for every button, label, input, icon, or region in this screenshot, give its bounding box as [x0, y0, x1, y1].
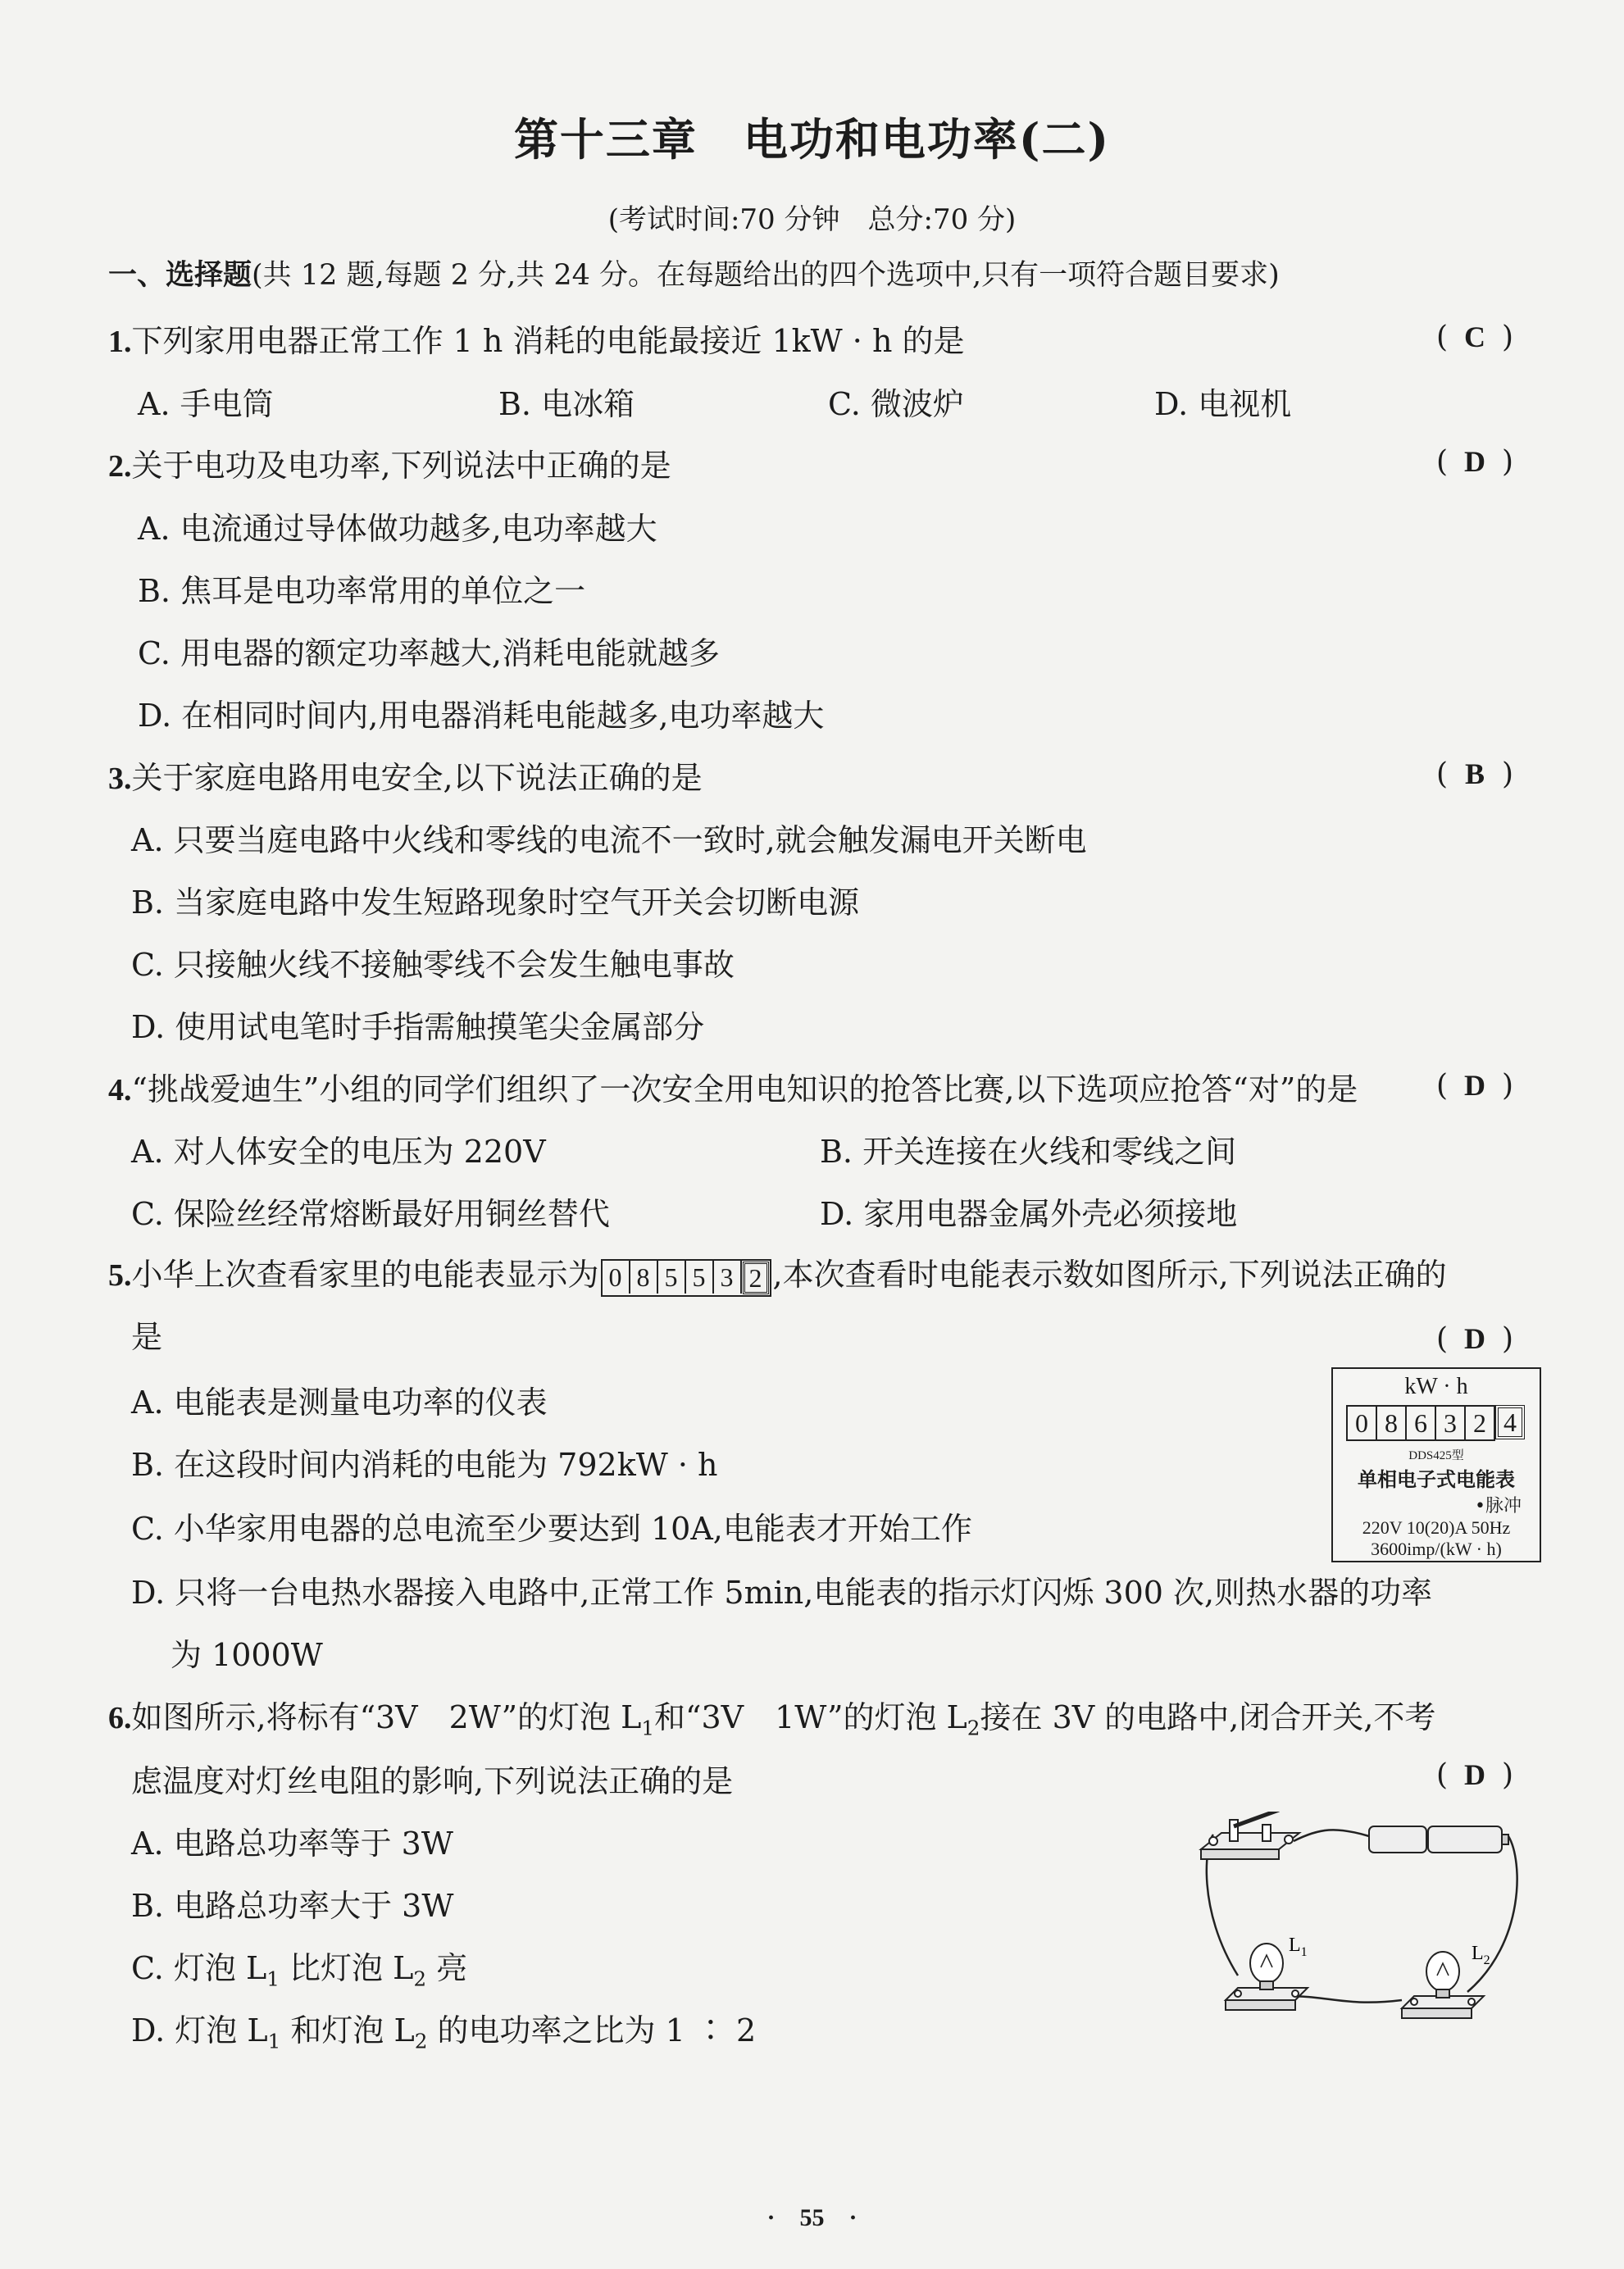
question-6-answer [1436, 1757, 1535, 1792]
answer-letter: C [1464, 321, 1486, 353]
battery [1369, 1826, 1508, 1853]
meter-name: 单相电子式电能表 [1358, 1468, 1515, 1491]
wire [1294, 1830, 1369, 1841]
option-cont: 为 1000W [171, 1637, 323, 1673]
paren-close: ) [1502, 1322, 1514, 1356]
subscript: 2 [967, 1716, 980, 1740]
option: B. 电路总功率大于 3W [131, 1888, 454, 1924]
digit: 5 [658, 1261, 686, 1294]
question-text: 接在 3V 的电路中,闭合开关,不考 [980, 1699, 1436, 1735]
question-3-stem [108, 753, 703, 798]
question-text: 关于家庭电路用电安全,以下说法正确的是 [131, 760, 703, 796]
question-1-stem [108, 316, 965, 361]
answer-letter: D [1464, 445, 1486, 478]
question-text: “挑战爱迪生”小组的同学们组织了一次安全用电知识的抢答比赛,以下选项应抢答“对”的是 [131, 1071, 1358, 1107]
option: A. 手电筒 [138, 386, 274, 422]
option: D. 在相同时间内,用电器消耗电能越多,电功率越大 [138, 698, 825, 734]
option: D. 只将一台电热水器接入电路中,正常工作 5min,电能表的指示灯闪烁 300 次,则热水器的功率 [131, 1575, 1433, 1611]
option: C. 微波炉 [828, 386, 964, 422]
option: B. 电冰箱 [498, 386, 635, 422]
answer-letter: D [1464, 1758, 1486, 1791]
question-text: 如图所示,将标有“3V 2W”的灯泡 L [131, 1699, 642, 1735]
digit: 5 [686, 1261, 714, 1294]
question-6-stem [108, 1692, 1435, 1740]
subscript: 2 [414, 2029, 428, 2053]
meter-pulse: •脉冲 [1475, 1496, 1522, 1516]
question-number: 5. [108, 1258, 132, 1293]
option-text: 的电功率之比为 1 ∶ 2 [437, 2012, 757, 2048]
circuit-figure [1197, 1812, 1525, 2041]
paren-close: ) [1502, 445, 1514, 479]
question-text: 和“3V 1W”的灯泡 L [654, 1699, 967, 1735]
paren-close: ) [1502, 1758, 1514, 1792]
answer-letter: D [1464, 1069, 1486, 1102]
digit: 3 [714, 1261, 742, 1294]
paren-close: ) [1502, 321, 1514, 354]
meter-spec: 220V 10(20)A 50Hz [1362, 1517, 1511, 1538]
option: C. 小华家用电器的总电流至少要达到 10A,电能表才开始工作 [131, 1511, 972, 1547]
question-text: ,本次查看时电能表示数如图所示,下列说法正确的 [772, 1257, 1447, 1293]
lamp-l2-label [1472, 1943, 1490, 1967]
digit: 6 [1405, 1405, 1436, 1441]
question-number: 4. [108, 1073, 132, 1107]
question-number: 1. [108, 325, 132, 359]
question-4-stem [108, 1064, 1358, 1109]
paren-open: ( [1436, 757, 1449, 791]
subscript: 1 [266, 1967, 280, 1991]
paren-open: ( [1436, 321, 1449, 354]
question-number: 3. [108, 762, 132, 796]
page-number: · 55 · [767, 2204, 857, 2231]
option: A. 对人体安全的电压为 220V [131, 1134, 546, 1170]
option: A. 电路总功率等于 3W [131, 1826, 453, 1862]
digit: 0 [1346, 1405, 1377, 1441]
answer-letter: D [1464, 1322, 1486, 1355]
paren-open: ( [1436, 1758, 1449, 1792]
question-3-answer [1436, 757, 1535, 791]
question-text: 小华上次查看家里的电能表显示为 [131, 1257, 599, 1293]
paren-open: ( [1436, 1322, 1449, 1356]
question-2-answer [1436, 444, 1535, 479]
subscript: 1 [641, 1716, 655, 1740]
wire [1467, 1836, 1517, 1992]
question-text: 下列家用电器正常工作 1 h 消耗的电能最接近 1kW · h 的是 [131, 323, 965, 359]
digit: 8 [630, 1261, 658, 1294]
option: C. 用电器的额定功率越大,消耗电能就越多 [138, 635, 720, 671]
digit: 0 [603, 1261, 630, 1294]
paren-close: ) [1502, 1069, 1514, 1103]
question-6-stem-cont: 虑温度对灯丝电阻的影响,下列说法正确的是 [131, 1763, 734, 1799]
section-description: (共 12 题,每题 2 分,共 24 分。在每题给出的四个选项中,只有一项符合题目要求) [252, 259, 1280, 292]
digit: 2 [743, 1262, 769, 1294]
question-1-answer [1436, 320, 1535, 354]
option: B. 开关连接在火线和零线之间 [820, 1134, 1237, 1170]
option-text: D. 灯泡 L [131, 2012, 268, 2048]
digit: 8 [1376, 1405, 1407, 1441]
option: C. 只接触火线不接触零线不会发生触电事故 [131, 947, 735, 983]
option: B. 焦耳是电功率常用的单位之一 [138, 573, 586, 609]
energy-meter-figure [1331, 1367, 1541, 1562]
question-5-stem [108, 1249, 1447, 1297]
subscript: 2 [413, 1967, 427, 1991]
lamp-l1-label [1289, 1935, 1308, 1959]
option: B. 在这段时间内消耗的电能为 792kW · h [131, 1447, 718, 1483]
option-text: 比灯泡 L [289, 1950, 414, 1986]
question-5-answer [1436, 1321, 1535, 1356]
option [131, 1943, 467, 1991]
decimal-digit: 4 [1495, 1405, 1525, 1439]
question-5-stem-cont: 是 [131, 1319, 163, 1355]
label-subscript: 1 [1300, 1945, 1308, 1959]
section-label: 一、选择题 [108, 258, 252, 292]
option: A. 电流通过导体做功越多,电功率越大 [138, 511, 657, 547]
digit: 3 [1435, 1405, 1466, 1441]
option: C. 保险丝经常熔断最好用铜丝替代 [131, 1196, 610, 1232]
option [131, 2005, 756, 2053]
label-letter: L [1472, 1943, 1484, 1964]
page-title: 第十三章 电功和电功率(二) [513, 113, 1111, 166]
option: A. 只要当庭电路中火线和零线的电流不一致时,就会触发漏电开关断电 [131, 822, 1087, 858]
option-text: 和灯泡 L [290, 2012, 415, 2048]
label-letter: L [1289, 1935, 1301, 1956]
subscript: 1 [267, 2029, 281, 2053]
paren-open: ( [1436, 445, 1449, 479]
exam-info: (考试时间:70 分钟 总分:70 分) [607, 203, 1017, 236]
option: D. 电视机 [1154, 386, 1292, 422]
option: D. 使用试电笔时手指需触摸笔尖金属部分 [131, 1009, 705, 1045]
digit: 2 [1464, 1405, 1495, 1441]
question-text: 关于电功及电功率,下列说法中正确的是 [131, 448, 671, 484]
question-number: 6. [108, 1701, 132, 1735]
previous-meter-reading [601, 1259, 771, 1297]
meter-constant: 3600imp/(kW · h) [1371, 1539, 1502, 1559]
meter-reading [1333, 1405, 1540, 1441]
option: A. 电能表是测量电功率的仪表 [131, 1385, 548, 1421]
meter-unit: kW · h [1404, 1374, 1468, 1399]
section-heading [108, 252, 1280, 293]
paren-open: ( [1436, 1069, 1449, 1103]
paren-close: ) [1502, 757, 1514, 791]
question-2-stem [108, 440, 671, 485]
option-text: C. 灯泡 L [131, 1950, 267, 1986]
question-4-answer [1436, 1068, 1535, 1103]
label-subscript: 2 [1483, 1953, 1490, 1967]
option: B. 当家庭电路中发生短路现象时空气开关会切断电源 [131, 884, 860, 921]
answer-letter: B [1465, 757, 1485, 790]
option-text: 亮 [436, 1950, 468, 1986]
question-number: 2. [108, 449, 132, 484]
meter-model: DDS425型 [1408, 1449, 1464, 1462]
knife-switch [1201, 1812, 1299, 1859]
option: D. 家用电器金属外壳必须接地 [820, 1196, 1238, 1232]
